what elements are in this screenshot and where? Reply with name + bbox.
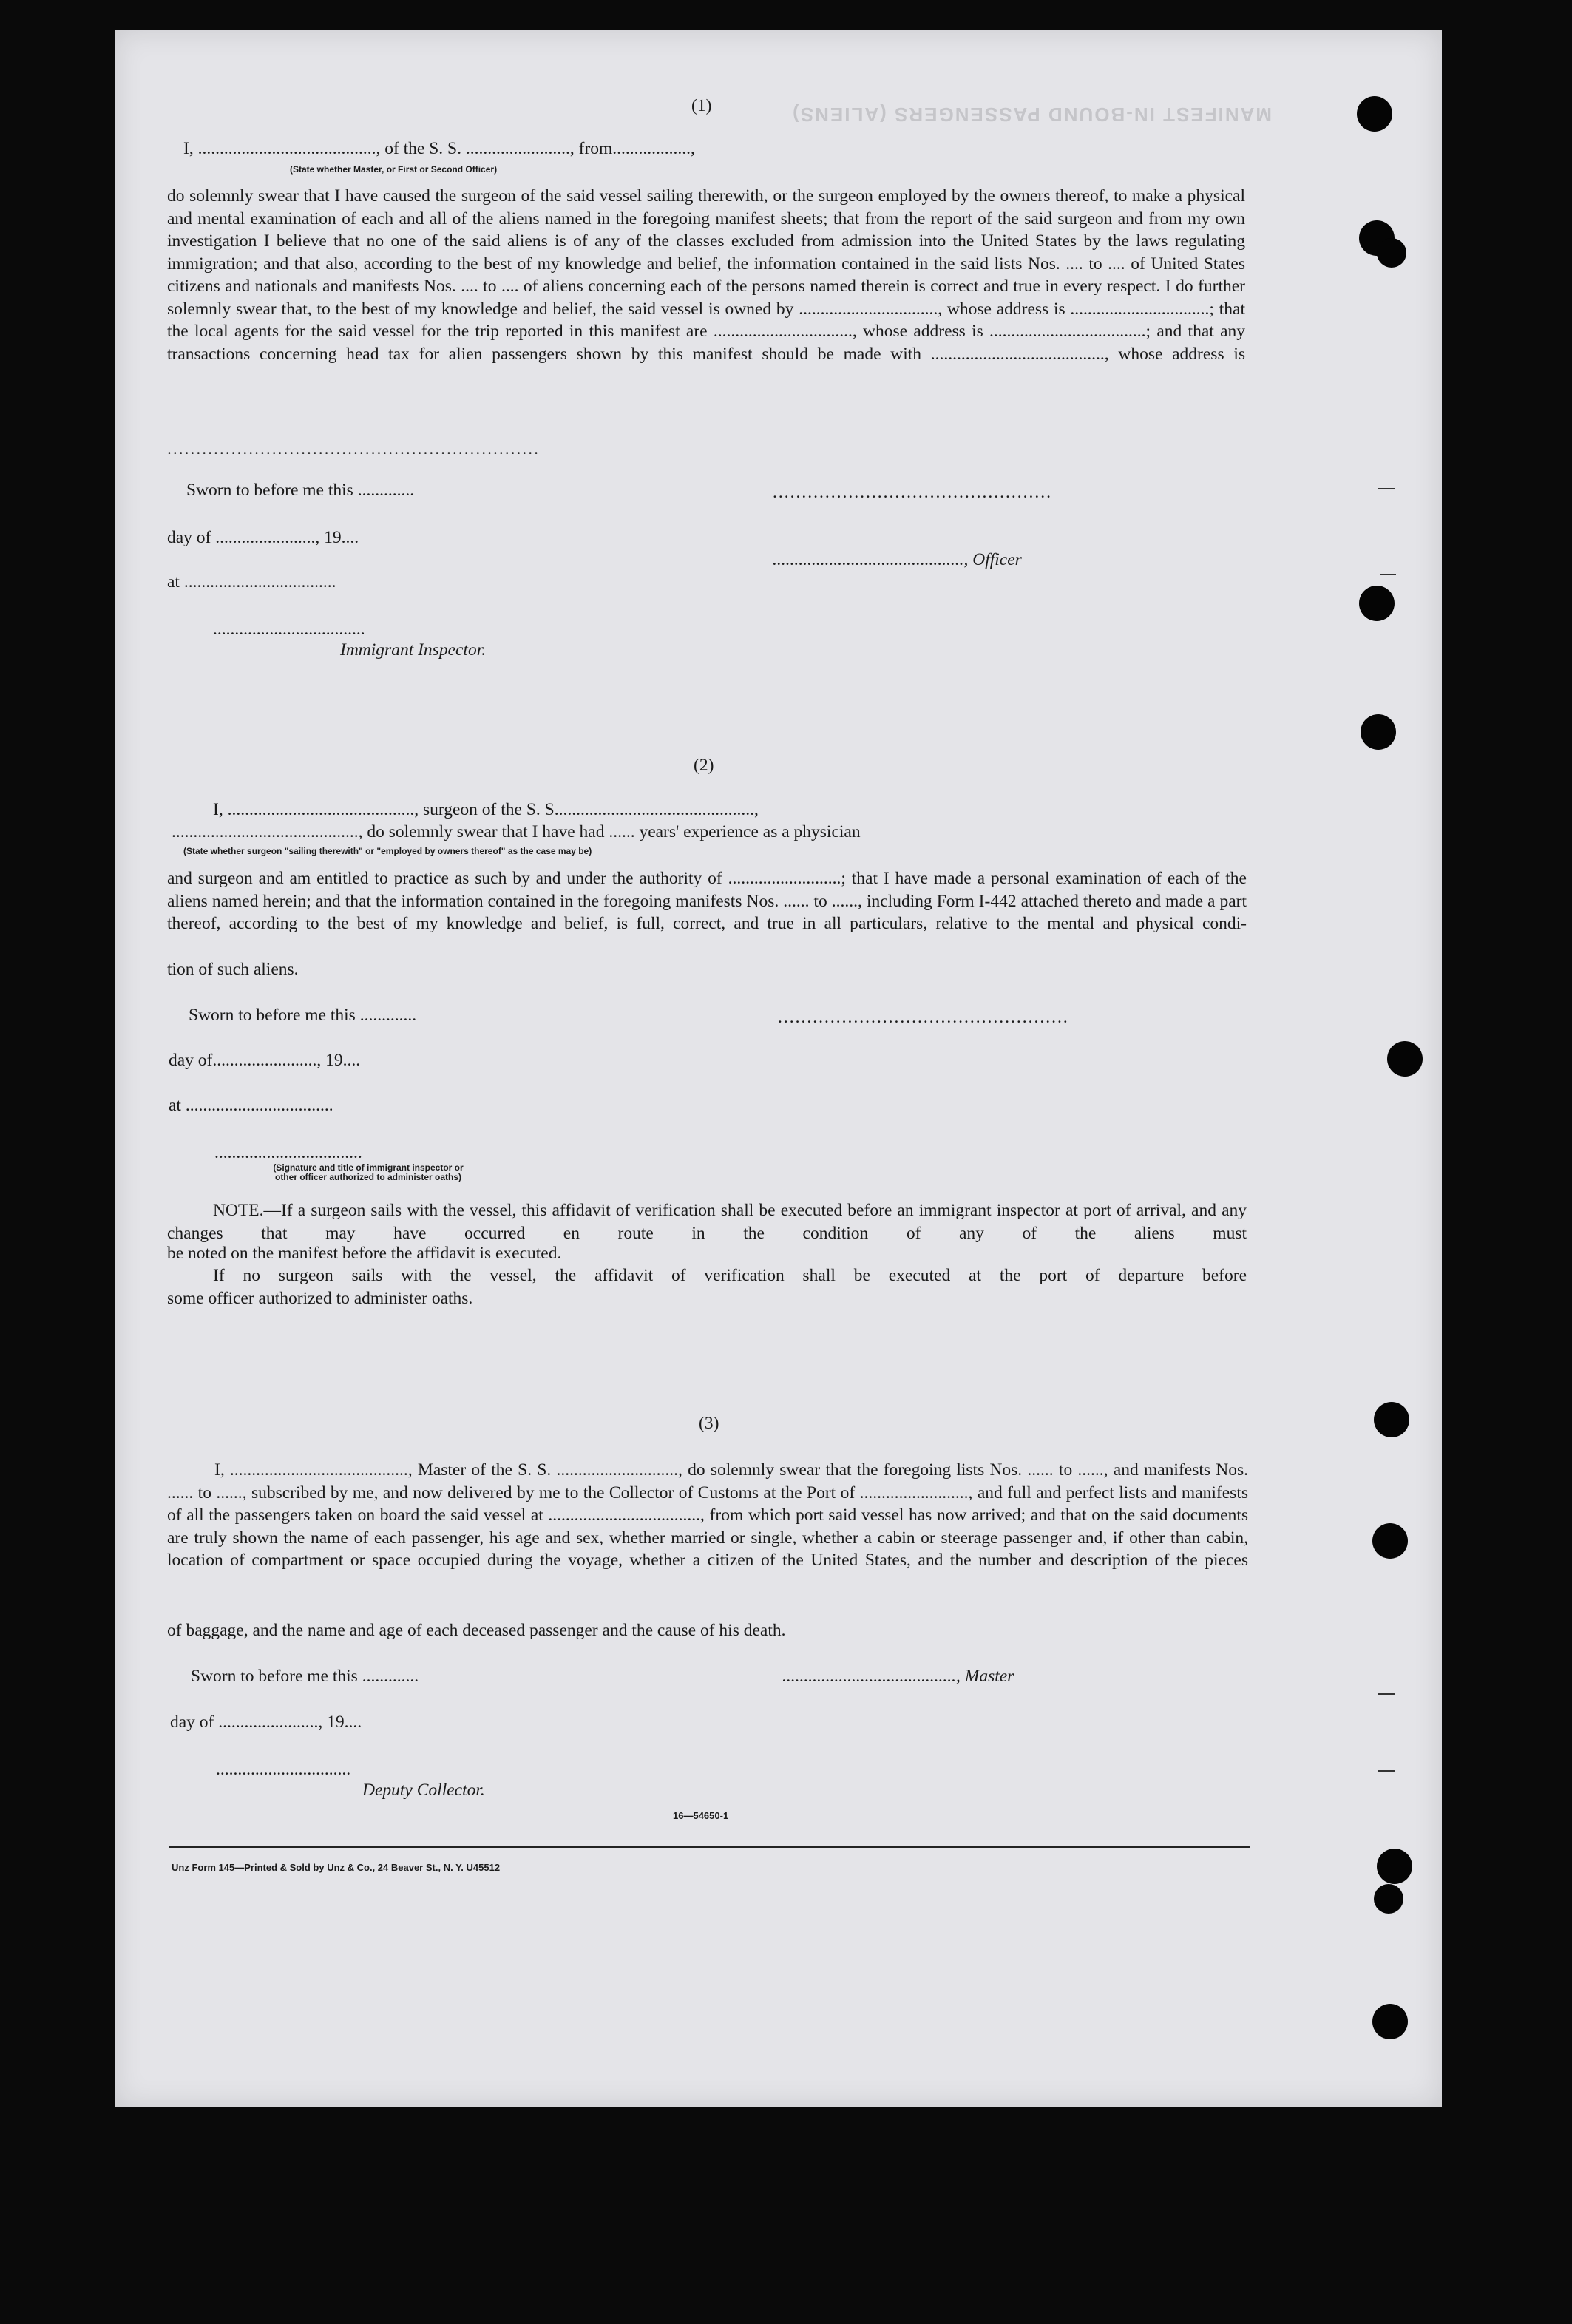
section-3-number: (3)	[699, 1414, 719, 1433]
section-2-note-second: If no surgeon sails with the vessel, the affidavit of verification shall be executed at the port of departure before	[213, 1266, 1247, 1285]
section-1-paragraph: do solemnly swear that I have caused the surgeon of the said vessel sailing therewith, or the surgeon employed by the owners thereof, to make a physical and mental examination of each and all of the aliens named in the foregoing manifest sheets; that from the report of the said surgeon and from my own investigation I believe that no one of the said aliens is of any of the classes excluded from admission into the United States by the laws regulating immigration; and that also, according to the best of my knowledge and belief, the information contained in the said lists Nos. .... to .... of United States citizens and nationals and manifests Nos. .... to .... of aliens concerning each of the persons named therein is correct and true in every respect. I do further solemnly swear that, to the best of my knowledge and belief, the said vessel is owned by ................................, whose address is ................................; that the local agents for the said vessel for the trip reported in this manifest are ................................, whose address is ....................................; and that any transactions concerning head tax for alien passengers shown by this manifest should be made with ........................................, whose address is	[167, 186, 1245, 364]
punch-hole	[1361, 714, 1396, 750]
punch-hole	[1387, 1041, 1423, 1077]
bleed-through-text: MANIFEST IN-BOUND PASSENGERS (ALIENS)	[791, 104, 1272, 126]
section-1-first-line: I, ........................................., of the S. S. ........................, from..................,	[183, 139, 695, 158]
section-3-paragraph: I, ........................................., Master of the S. S. ............................, do solemnly swear that the foregoing lists Nos. ...... to ......, and manifests Nos. ...... to ......, subscribed by me, and now delivered by me to the Collector of Customs at the Port of ........................., and full and perfect lists and manifests of all the passengers taken on board the said vessel at ..................................., from which port said vessel has now arrived; and that on the said documents are truly shown the name of each passenger, his age and sex, whether married or single, whether a cabin or steerage passenger and, if other than cabin, location of compartment or space occupied during the voyage, whether a citizen of the United States, and the number and description of the pieces	[167, 1460, 1248, 1570]
punch-hole	[1374, 1884, 1403, 1914]
section-3-day-line: day of ......................., 19....	[170, 1712, 362, 1732]
section-2-day-line: day of........................, 19....	[169, 1051, 361, 1070]
section-3-sworn-line: Sworn to before me this .............	[191, 1667, 419, 1686]
section-2-second-line-note: (State whether surgeon "sailing therewith" or "employed by owners thereof" as the case may be)	[183, 846, 592, 856]
punch-hole	[1374, 1402, 1409, 1437]
section-1-at-line: at ...................................	[167, 572, 336, 592]
section-1-day-line: day of ......................., 19....	[167, 528, 359, 547]
section-3-collector-signature: ...............................	[216, 1760, 351, 1779]
printer-footer: Unz Form 145—Printed & Sold by Unz & Co., 24 Beaver St., N. Y. U45512	[172, 1862, 501, 1873]
footer-rule	[169, 1846, 1250, 1848]
section-3-collector-label: Deputy Collector.	[362, 1781, 485, 1800]
section-1-inspector-label: Immigrant Inspector.	[340, 640, 487, 660]
punch-hole	[1359, 586, 1395, 621]
section-2-signature-note-line-2: other officer authorized to administer oaths)	[274, 1172, 462, 1182]
section-1-officer-line: ............................................, Officer	[773, 550, 1022, 569]
section-3-master-line: ........................................, Master	[782, 1667, 1014, 1686]
margin-mark	[1378, 1693, 1395, 1695]
margin-mark	[1378, 488, 1395, 489]
section-2-note-heading: NOTE.	[213, 1201, 264, 1220]
section-2-paragraph: and surgeon and am entitled to practice as such by and under the authority of ..........................; that I have made a personal examination of each of the aliens named herein; and that the information contained in the foregoing manifests Nos. ...... to ......, including Form I-442 attached thereto and made a part thereof, according to the best of my knowledge and belief, is full, correct, and true in all particulars, relative to the mental and physical condi-	[167, 869, 1247, 933]
punch-hole	[1377, 1849, 1412, 1884]
punch-hole	[1377, 238, 1406, 268]
section-2-number: (2)	[694, 756, 714, 775]
section-2-first-line: I, ..........................................., surgeon of the S. S..............................................,	[213, 800, 759, 819]
section-1-first-line-note: (State whether Master, or First or Second Officer)	[290, 164, 498, 175]
section-2-note-second-last: some officer authorized to administer oaths.	[167, 1289, 473, 1308]
section-2-inspector-signature: ..................................	[214, 1143, 362, 1162]
punch-hole	[1372, 2004, 1408, 2039]
section-2-signature-note-line-1: (Signature and title of immigrant inspector or	[273, 1162, 464, 1173]
section-2-note-text: —If a surgeon sails with the vessel, this affidavit of verification shall be executed before an immigrant inspector at port of arrival, and any changes that may have occurred en route in the condition of any of the aliens must	[167, 1201, 1247, 1243]
section-1-number: (1)	[691, 96, 712, 115]
section-1-sworn-line: Sworn to before me this .............	[186, 481, 415, 500]
section-2-at-line: at ..................................	[169, 1096, 333, 1115]
section-1-paragraph-last: ................................................................	[167, 439, 540, 458]
punch-hole	[1372, 1523, 1408, 1559]
margin-mark	[1380, 574, 1396, 575]
section-1-inspector-signature: ...................................	[213, 620, 365, 639]
punch-hole	[1357, 96, 1392, 132]
section-3-paragraph-last: of baggage, and the name and age of each deceased passenger and the cause of his death.	[167, 1621, 786, 1640]
section-2-paragraph-last: tion of such aliens.	[167, 960, 299, 979]
section-2-signature-note	[213, 1163, 524, 1182]
section-2-note-last: be noted on the manifest before the affidavit is executed.	[167, 1244, 562, 1263]
section-2-surgeon-signature: ..................................................	[778, 1008, 1069, 1027]
form-number: 16—54650-1	[673, 1810, 729, 1821]
section-2-note-paragraph	[167, 1199, 1247, 1244]
section-2-second-line: ..........................................., do solemnly swear that I have had ...... years' experience as a physician	[172, 822, 861, 841]
section-2-sworn-line: Sworn to before me this .............	[189, 1006, 417, 1025]
section-1-signature-line: ................................................	[773, 483, 1052, 502]
margin-mark	[1378, 1770, 1395, 1772]
